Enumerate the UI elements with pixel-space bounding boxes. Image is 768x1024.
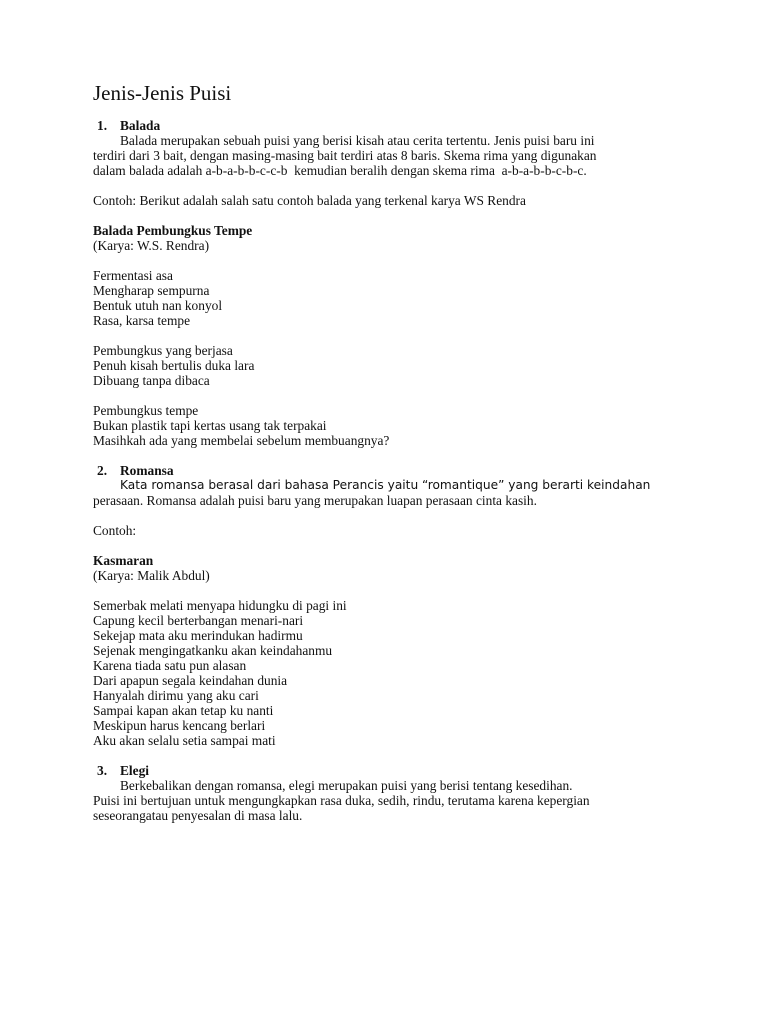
section-number: 2.	[97, 463, 108, 478]
section-paragraph	[93, 133, 693, 178]
poem-title: Balada Pembungkus Tempe	[93, 223, 253, 238]
poem-line: Capung kecil berterbangan menari-nari	[93, 613, 304, 628]
poem-line: Meskipun harus kencang berlari	[93, 718, 266, 733]
poem-line: Mengharap sempurna	[93, 283, 210, 298]
poem-line: Bukan plastik tapi kertas usang tak terpakai	[93, 418, 327, 433]
poem-line: Penuh kisah bertulis duka lara	[93, 358, 255, 373]
section-balada	[93, 118, 693, 448]
paragraph-line: seseorangatau penyesalan di masa lalu.	[93, 808, 303, 823]
example-intro: Contoh: Berikut adalah salah satu contoh balada yang terkenal karya WS Rendra	[93, 193, 526, 208]
paragraph-line: dalam balada adalah a-b-a-b-b-c-c-b kemudian beralih dengan skema rima a-b-a-b-b-c-b-c.	[93, 163, 587, 178]
poem-stanza	[93, 598, 693, 748]
section-number: 1.	[97, 118, 108, 133]
poem-author: (Karya: Malik Abdul)	[93, 568, 210, 583]
paragraph-line: Kata romansa berasal dari bahasa Perancis yaitu “romantique” yang berarti keindahan	[120, 478, 651, 492]
poem-author: (Karya: W.S. Rendra)	[93, 238, 210, 253]
poem-line: Aku akan selalu setia sampai mati	[93, 733, 276, 748]
page-title: Jenis-Jenis Puisi	[93, 81, 232, 105]
section-number: 3.	[97, 763, 108, 778]
poem-line: Pembungkus tempe	[93, 403, 199, 418]
poem-line: Dibuang tanpa dibaca	[93, 373, 210, 388]
paragraph-line: terdiri dari 3 bait, dengan masing-masing bait terdiri atas 8 baris. Skema rima yang digunakan	[93, 148, 597, 163]
poem-line: Sejenak mengingatkanku akan keindahanmu	[93, 643, 333, 658]
section-heading	[93, 118, 693, 133]
paragraph-line: Puisi ini bertujuan untuk mengungkapkan rasa duka, sedih, rindu, terutama karena kepergian	[93, 793, 590, 808]
section-elegi	[93, 763, 693, 823]
section-romansa	[93, 463, 693, 748]
section-title: Romansa	[120, 463, 174, 478]
poem-title: Kasmaran	[93, 553, 154, 568]
poem-line: Rasa, karsa tempe	[93, 313, 191, 328]
poem-line: Bentuk utuh nan konyol	[93, 298, 223, 313]
paragraph-line: Balada merupakan sebuah puisi yang berisi kisah atau cerita tertentu. Jenis puisi baru ini	[120, 133, 595, 148]
poem-stanza	[93, 268, 693, 328]
poem-line: Sampai kapan akan tetap ku nanti	[93, 703, 274, 718]
document-page	[93, 80, 693, 823]
poem-line: Masihkah ada yang membelai sebelum membuangnya?	[93, 433, 390, 448]
section-heading	[93, 763, 693, 778]
section-title: Elegi	[120, 763, 150, 778]
poem-line: Sekejap mata aku merindukan hadirmu	[93, 628, 303, 643]
section-paragraph	[93, 478, 693, 508]
paragraph-line: perasaan. Romansa adalah puisi baru yang merupakan luapan perasaan cinta kasih.	[93, 493, 537, 508]
section-paragraph	[93, 778, 693, 823]
poem-stanza	[93, 403, 693, 448]
poem-line: Dari apapun segala keindahan dunia	[93, 673, 288, 688]
paragraph-line: Berkebalikan dengan romansa, elegi merupakan puisi yang berisi tentang kesedihan.	[120, 778, 573, 793]
section-title: Balada	[120, 118, 161, 133]
poem-stanza	[93, 343, 693, 388]
poem-line: Pembungkus yang berjasa	[93, 343, 233, 358]
poem-line: Fermentasi asa	[93, 268, 173, 283]
poem-line: Semerbak melati menyapa hidungku di pagi ini	[93, 598, 347, 613]
section-heading	[93, 463, 693, 478]
poem-line: Hanyalah dirimu yang aku cari	[93, 688, 259, 703]
example-intro: Contoh:	[93, 523, 137, 538]
poem-line: Karena tiada satu pun alasan	[93, 658, 247, 673]
